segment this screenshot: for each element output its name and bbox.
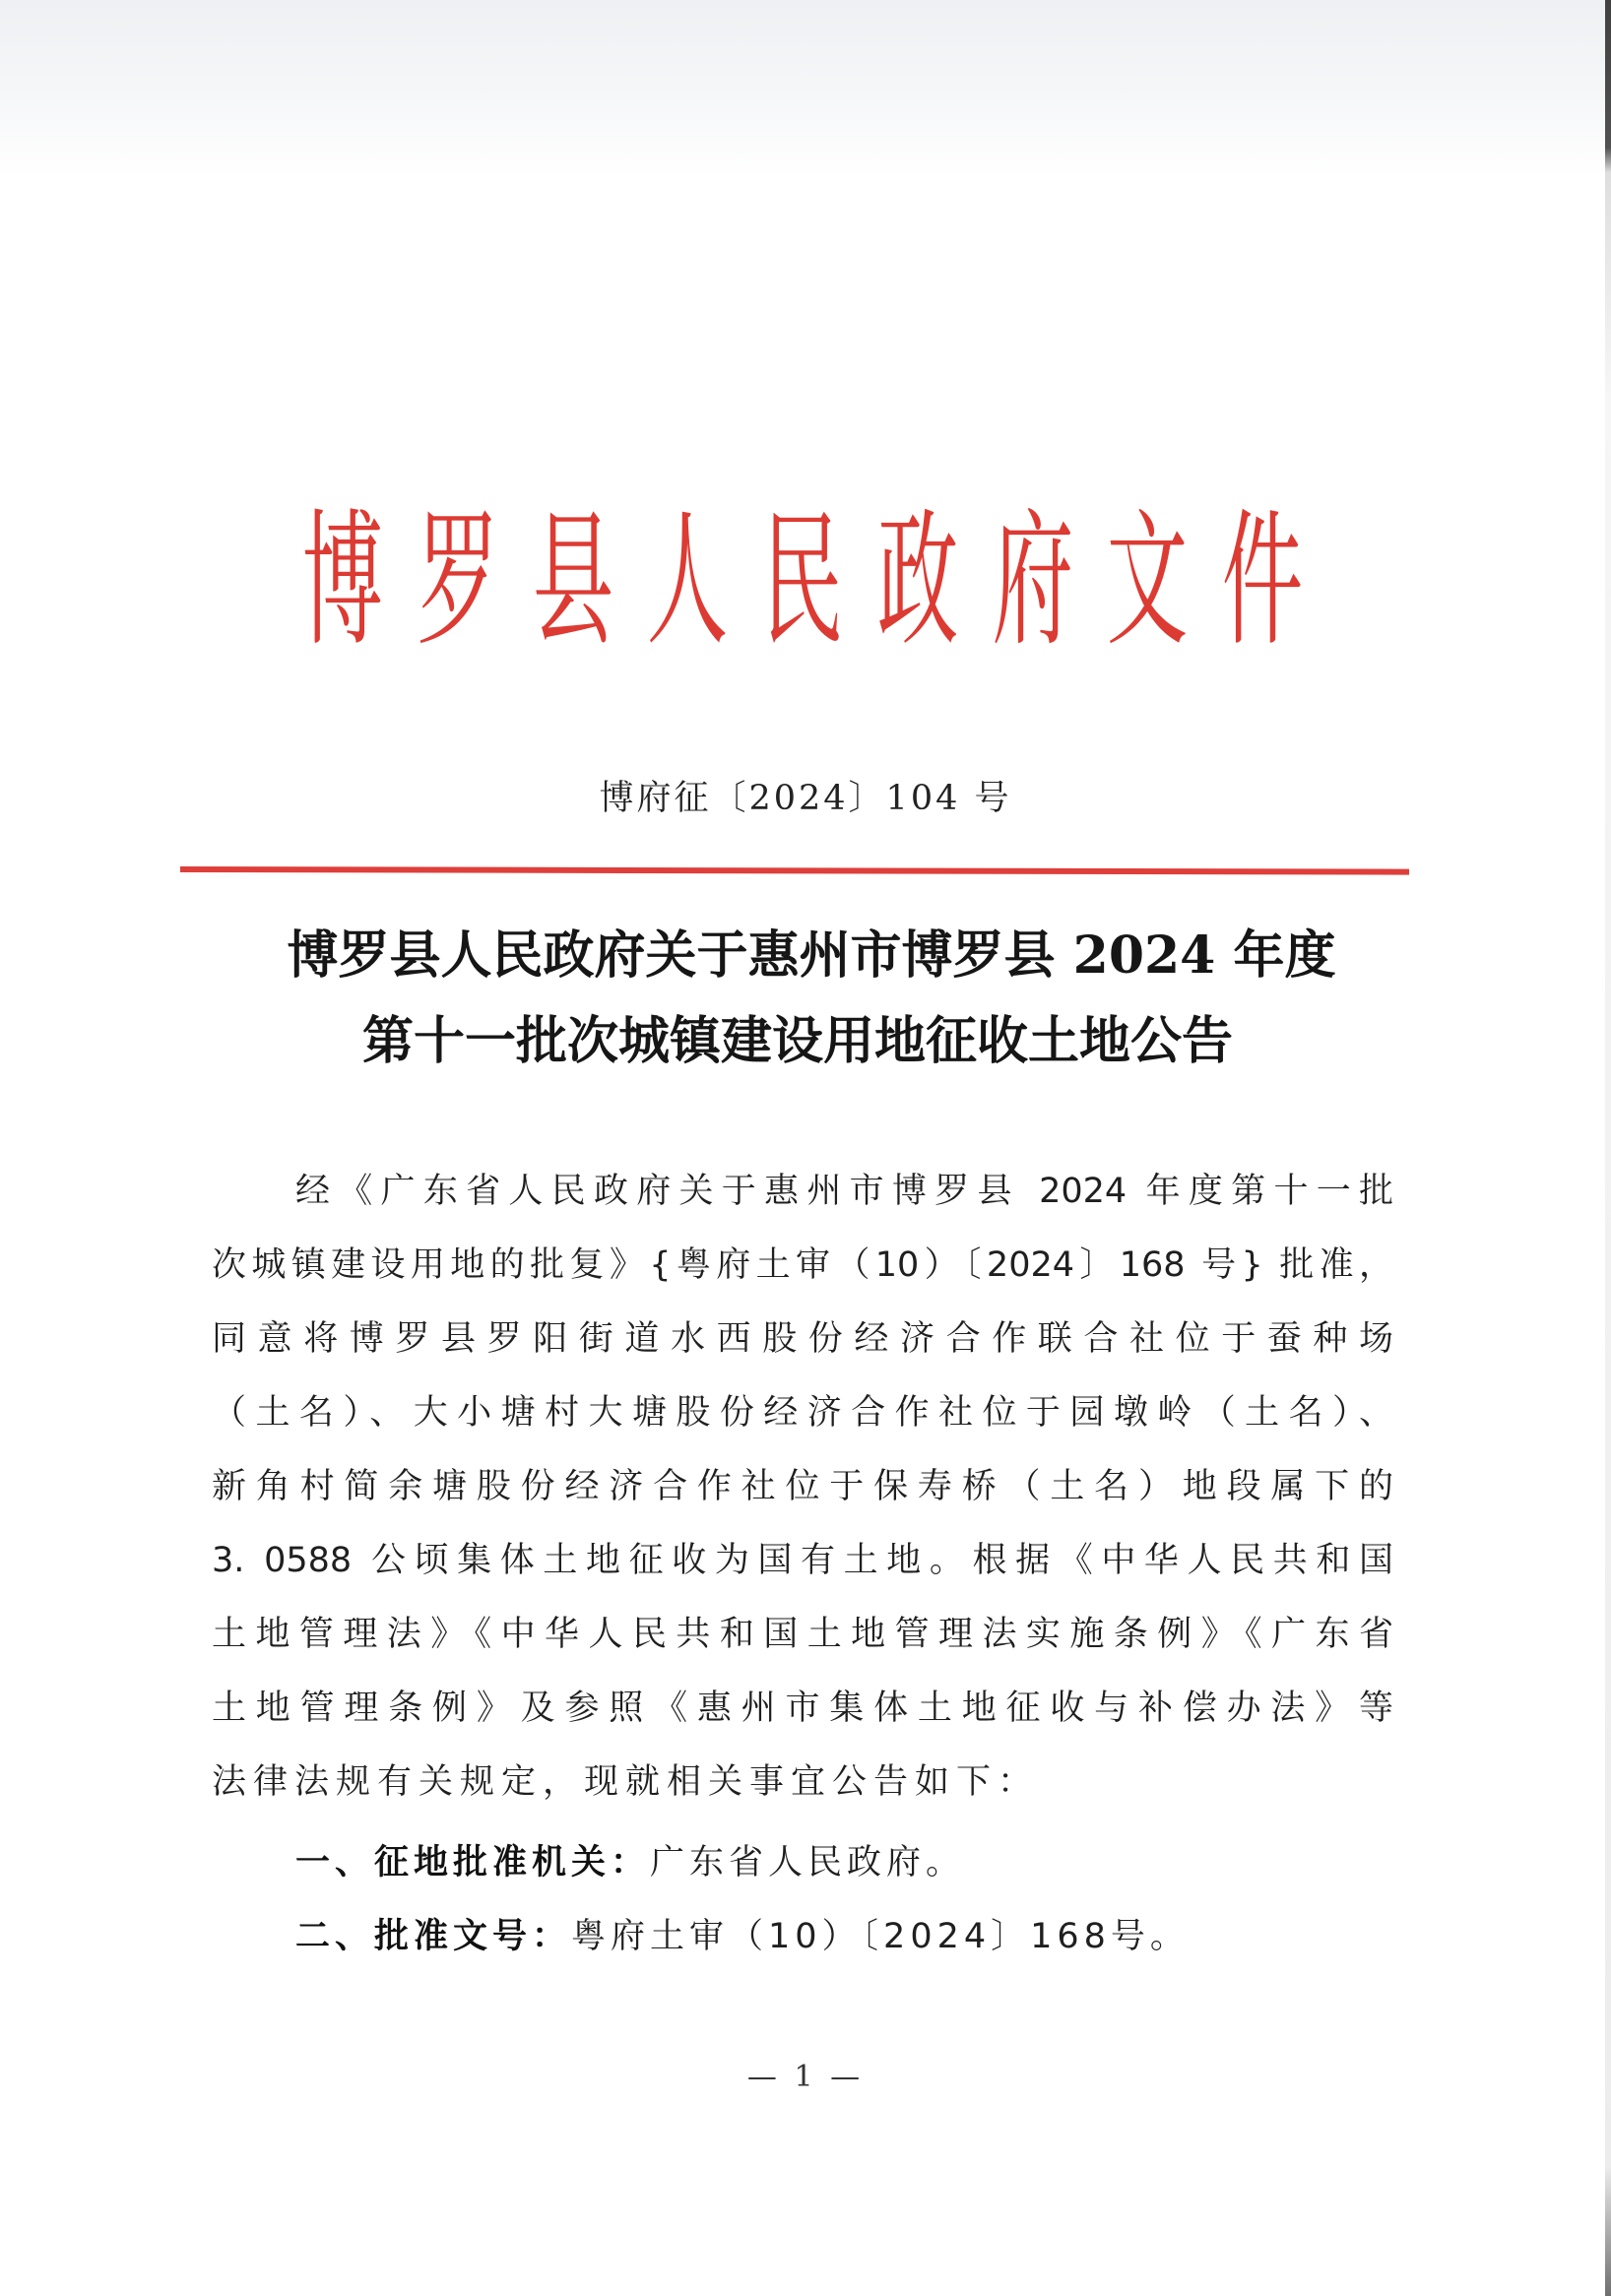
masthead-char: 府 [992,495,1073,667]
item-approval-authority [295,1841,965,1884]
masthead-char: 件 [1221,495,1304,667]
masthead-char: 博 [301,495,384,667]
body-line: 法律法规有关规定，现就相关事宜公告如下： [212,1762,1040,1802]
item-value: 粤府土审（10）〔2024〕168号。 [571,1917,1190,1956]
masthead-issuer [295,492,1310,670]
item-value: 广东省人民政府。 [650,1843,966,1882]
scan-shadow [0,0,1611,177]
document-title-line-1: 博罗县人民政府关于惠州市博罗县 2024 年度 [287,925,1336,986]
body-line: 同意将博罗县罗阳街道水西股份经济合作联合社位于蚕种场 [212,1319,1393,1359]
document-title-line-2: 第十一批次城镇建设用地征收土地公告 [361,1011,1233,1071]
item-label: 二、批准文号： [295,1917,572,1956]
masthead-char: 人 [646,495,729,667]
body-line: 土地管理条例》及参照《惠州市集体土地征收与补偿办法》等 [212,1689,1393,1728]
body-line: 新角村简余塘股份经济合作社位于保寿桥（土名）地段属下的 [212,1467,1393,1506]
masthead-char: 县 [532,495,613,667]
scan-edge [1605,0,1611,2296]
body-line: 土地管理法》《中华人民共和国土地管理法实施条例》《广东省 [212,1615,1393,1654]
body-line: 经《广东省人民政府关于惠州市博罗县 2024 年度第十一批 [295,1172,1393,1211]
masthead-char: 罗 [417,495,499,667]
item-approval-document-number [295,1915,1190,1958]
page-number: — 1 — [746,2060,865,2094]
item-label: 一、征地批准机关： [295,1843,651,1882]
body-line: 3. 0588 公顷集体土地征收为国有土地。根据《中华人民共和国 [212,1541,1393,1580]
body-line: 次城镇建设用地的批复》{粤府土审（10）〔2024〕168 号} 批准， [212,1245,1393,1285]
masthead-char: 民 [761,495,844,667]
body-line: （土名）、大小塘村大塘股份经济合作社位于园墩岭（土名）、 [212,1393,1393,1433]
red-separator-line [180,866,1409,875]
document-number: 博府征〔2024〕104 号 [599,779,1012,818]
masthead-char: 政 [876,495,959,667]
masthead-char: 文 [1106,495,1189,667]
